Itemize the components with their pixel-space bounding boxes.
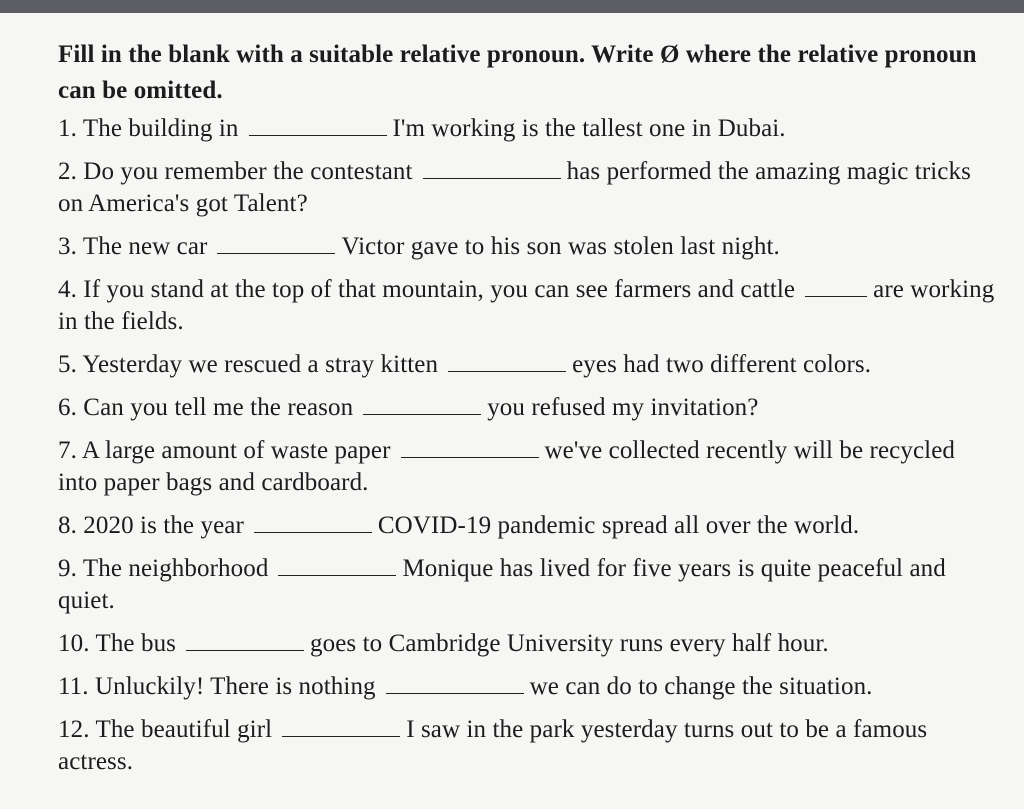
item-text-before: 1. The building in: [58, 115, 239, 142]
item-text-before: 8. 2020 is the year: [58, 512, 244, 539]
answer-blank[interactable]: [249, 113, 387, 136]
item-text-after: we've collected recently will be recycled into paper bags and cardboard.: [58, 437, 955, 496]
item-text-after: Victor gave to his son was stolen last night.: [341, 233, 780, 260]
answer-blank[interactable]: [448, 349, 566, 372]
item-text-before: 2. Do you remember the contestant: [58, 158, 413, 185]
worksheet-page: [0, 13, 1024, 809]
answer-blank[interactable]: [282, 714, 400, 737]
answer-blank[interactable]: [254, 510, 372, 533]
item-text-after: COVID-19 pandemic spread all over the world.: [377, 512, 860, 539]
exercise-item-10: [58, 628, 998, 660]
exercise-item-7: [58, 435, 998, 499]
item-text-before: 9. The neighborhood: [58, 555, 269, 582]
answer-blank[interactable]: [363, 392, 481, 415]
answer-blank[interactable]: [278, 553, 396, 576]
exercise-item-1: [58, 113, 998, 145]
exercise-item-2: [58, 156, 998, 220]
item-text-before: 7. A large amount of waste paper: [58, 437, 391, 464]
exercise-item-9: [58, 553, 998, 617]
item-text-before: 11. Unluckily! There is nothing: [58, 673, 376, 700]
exercise-item-12: [58, 714, 998, 778]
exercise-item-3: [58, 231, 998, 263]
item-text-after: you refused my invitation?: [487, 394, 759, 421]
exercise-item-11: [58, 671, 998, 703]
answer-blank[interactable]: [217, 231, 335, 254]
item-text-before: 5. Yesterday we rescued a stray kitten: [58, 351, 439, 378]
item-text-after: I saw in the park yesterday turns out to be a famous actress.: [58, 716, 928, 775]
answer-blank[interactable]: [401, 435, 539, 458]
answer-blank[interactable]: [386, 671, 524, 694]
instruction-heading: Fill in the blank with a suitable relative pronoun. Write Ø where the relative pronoun can be omitted.: [58, 41, 977, 104]
item-text-after: are working in the fields.: [58, 276, 995, 335]
top-frame-band: [0, 0, 1024, 13]
item-text-before: 3. The new car: [58, 233, 208, 260]
item-text-before: 10. The bus: [58, 630, 176, 657]
answer-blank[interactable]: [186, 628, 304, 651]
worksheet-content: [58, 37, 998, 789]
item-text-after: I'm working is the tallest one in Dubai.: [392, 115, 786, 142]
answer-blank[interactable]: [805, 274, 867, 297]
item-text-after: we can do to change the situation.: [529, 673, 873, 700]
exercise-item-5: [58, 349, 998, 381]
item-text-after: has performed the amazing magic tricks on America's got Talent?: [58, 158, 971, 217]
item-text-after: goes to Cambridge University runs every half hour.: [310, 630, 829, 657]
exercise-item-8: [58, 510, 998, 542]
item-text-after: Monique has lived for five years is quite peaceful and quiet.: [58, 555, 946, 614]
answer-blank[interactable]: [423, 156, 561, 179]
item-text-before: 12. The beautiful girl: [58, 716, 273, 743]
item-text-before: 6. Can you tell me the reason: [58, 394, 354, 421]
item-text-before: 4. If you stand at the top of that mountain, you can see farmers and cattle: [58, 276, 796, 303]
item-text-after: eyes had two different colors.: [572, 351, 872, 378]
exercise-item-6: [58, 392, 998, 424]
exercise-item-4: [58, 274, 998, 338]
